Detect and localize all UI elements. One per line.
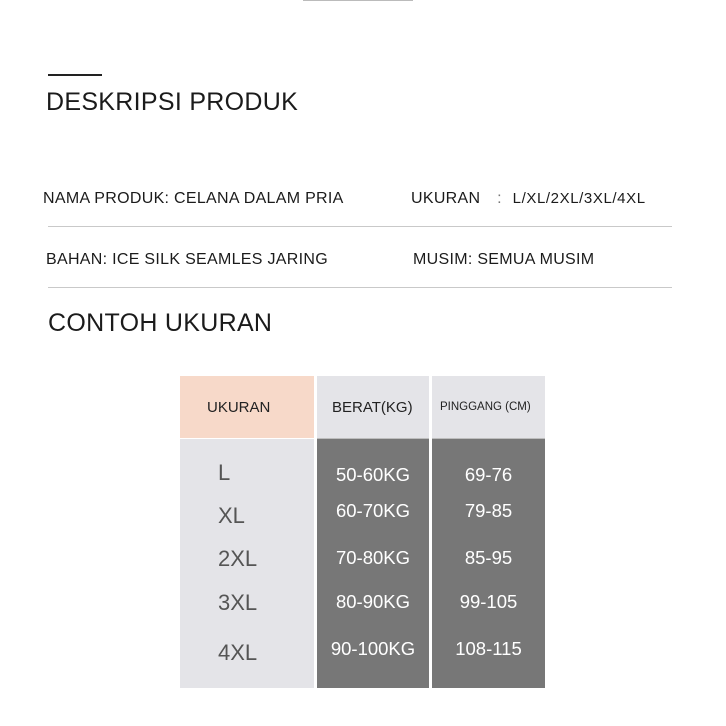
size-info bbox=[411, 190, 646, 208]
waist-cell: 79-85 bbox=[464, 500, 513, 521]
size-cell: 3XL bbox=[218, 590, 258, 615]
season-info: MUSIM: SEMUA MUSIM bbox=[413, 251, 595, 268]
header-waist: PINGGANG (CM) bbox=[432, 376, 545, 438]
waist-cell: 69-76 bbox=[464, 464, 513, 485]
description-heading: DESKRIPSI PRODUK bbox=[46, 88, 299, 116]
size-cell: XL bbox=[218, 503, 245, 528]
info-divider-1 bbox=[48, 226, 672, 227]
weight-cell: 70-80KG bbox=[335, 547, 411, 568]
size-info-values: L/XL/2XL/3XL/4XL bbox=[512, 190, 646, 207]
waist-cell: 99-105 bbox=[459, 591, 518, 612]
size-example-heading: CONTOH UKURAN bbox=[48, 309, 273, 337]
material-info: BAHAN: ICE SILK SEAMLES JARING bbox=[46, 251, 328, 268]
waist-cell: 85-95 bbox=[464, 547, 513, 568]
product-name: NAMA PRODUK: CELANA DALAM PRIA bbox=[43, 190, 344, 207]
weight-cell: 50-60KG bbox=[335, 464, 411, 485]
header-weight: BERAT(KG) bbox=[317, 376, 429, 438]
size-cell: 4XL bbox=[218, 640, 258, 665]
weight-cell: 90-100KG bbox=[330, 638, 416, 659]
size-cell: L bbox=[218, 460, 231, 485]
info-divider-2 bbox=[48, 287, 672, 288]
top-divider-fragment bbox=[303, 0, 413, 1]
size-table bbox=[180, 376, 545, 688]
size-info-label: UKURAN bbox=[411, 190, 481, 207]
weight-cell: 60-70KG bbox=[335, 500, 411, 521]
header-size: UKURAN bbox=[180, 376, 314, 438]
size-cell: 2XL bbox=[218, 546, 258, 571]
section-accent-bar bbox=[48, 74, 102, 76]
size-info-separator: : bbox=[497, 190, 502, 207]
waist-cell: 108-115 bbox=[455, 638, 522, 659]
weight-cell: 80-90KG bbox=[335, 591, 411, 612]
